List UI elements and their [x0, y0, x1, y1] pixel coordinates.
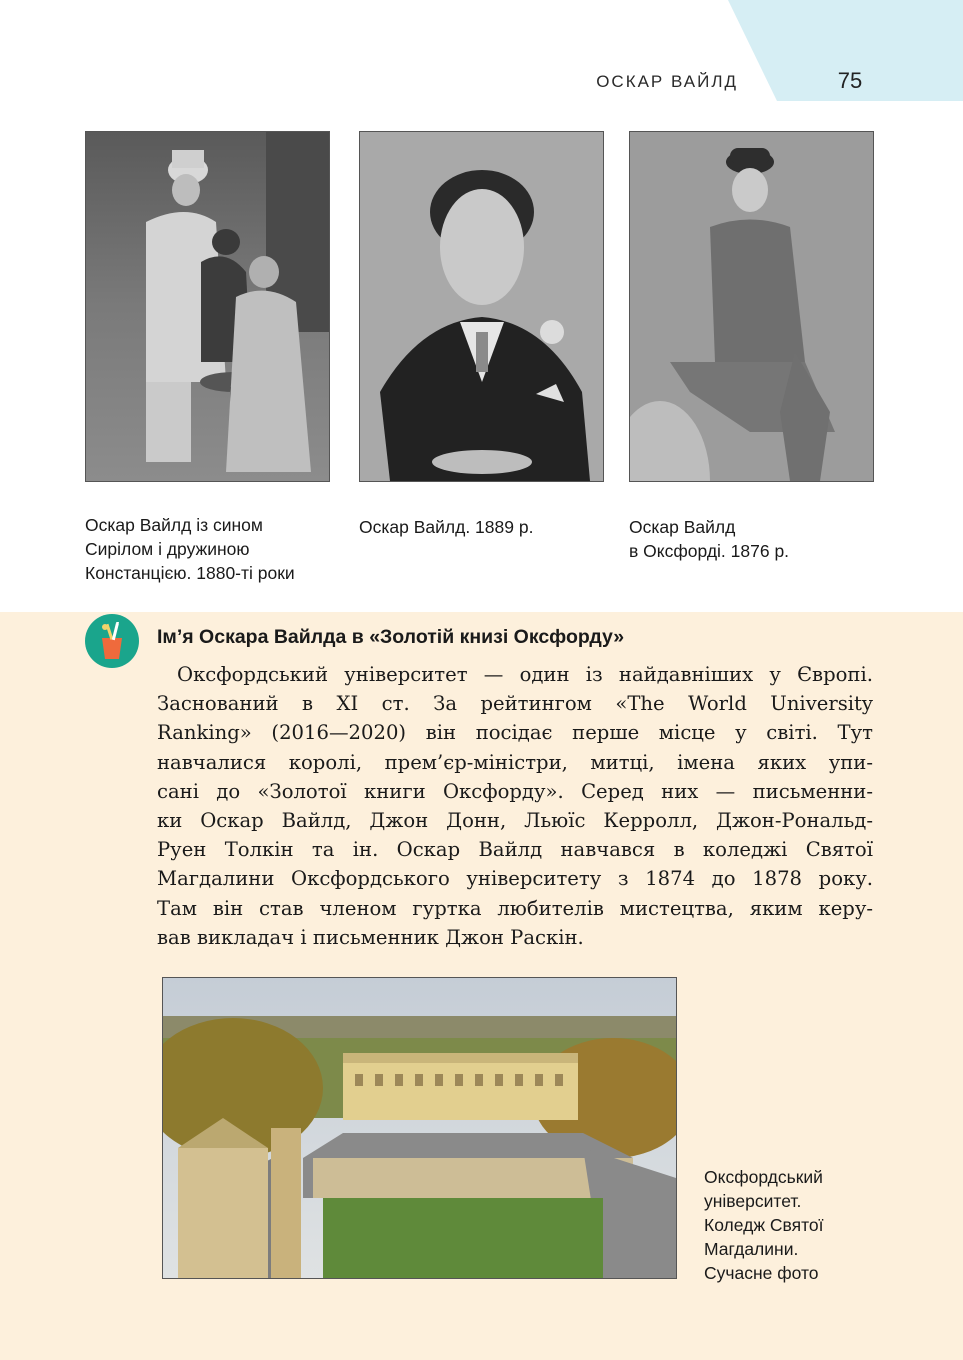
caption-line: Оскар Вайлд. 1889 р.	[359, 517, 534, 537]
photo-wilde-family	[85, 131, 330, 482]
photo-magdalen-college	[162, 977, 677, 1279]
paragraph-line: Там він став членом гуртка любителів мистецтва, яким керу-	[157, 896, 873, 920]
caption-line: Констанцією. 1880-ті роки	[85, 563, 295, 583]
caption-photo-2	[359, 515, 533, 539]
paragraph-line: Руен Толкін та ін. Оскар Вайлд навчався в коледжі Святої	[157, 838, 873, 862]
page-number: 75	[837, 68, 863, 93]
paragraph-line: навчалися королі, прем’єр-міністри, митці, імена яких упи-	[157, 750, 873, 774]
caption-line: Магдалини.	[704, 1239, 799, 1259]
photo-wilde-1889	[359, 131, 604, 482]
photo-wilde-oxford-1876	[629, 131, 874, 482]
caption-line: в Оксфорді. 1876 р.	[629, 541, 790, 561]
caption-line: Оксфордський	[704, 1167, 823, 1187]
caption-line: Коледж Святої	[704, 1215, 824, 1235]
paragraph-line: вав викладач і письменник Джон Раскін.	[157, 925, 584, 949]
caption-line: Сучасне фото	[704, 1263, 819, 1283]
paragraph-line: ки Оскар Вайлд, Джон Донн, Льюїс Керролл, Джон-Рональд-	[157, 809, 873, 833]
header-tab-shape	[0, 0, 963, 101]
caption-college-photo	[704, 1165, 824, 1285]
running-title: ОСКАР ВАЙЛД	[596, 72, 738, 91]
paragraph-line: сані до «Золотої книги Оксфорду». Серед них — письменни-	[157, 779, 873, 803]
paragraph-line: Заснований в ХІ ст. За рейтингом «The World University	[157, 692, 873, 716]
caption-line: Оскар Вайлд	[629, 517, 736, 537]
caption-line: університет.	[704, 1191, 802, 1211]
caption-line: Оскар Вайлд із сином	[85, 515, 263, 535]
caption-photo-3	[629, 515, 789, 563]
caption-line: Сирілом і дружиною	[85, 539, 250, 559]
caption-photo-1	[85, 513, 295, 585]
section-title: Ім’я Оскара Вайлда в «Золотій книзі Оксфорду»	[157, 626, 625, 648]
art-tools-icon	[85, 614, 139, 668]
paragraph-line: Оксфордський університет — один із найдавніших у Європі.	[177, 663, 873, 686]
paragraph-line: Магдалини Оксфордського університету з 1874 до 1878 року.	[157, 867, 873, 891]
body-paragraph	[157, 660, 873, 952]
paragraph-line: Ranking» (2016—2020) він посідає перше місце у світі. Тут	[157, 721, 873, 745]
